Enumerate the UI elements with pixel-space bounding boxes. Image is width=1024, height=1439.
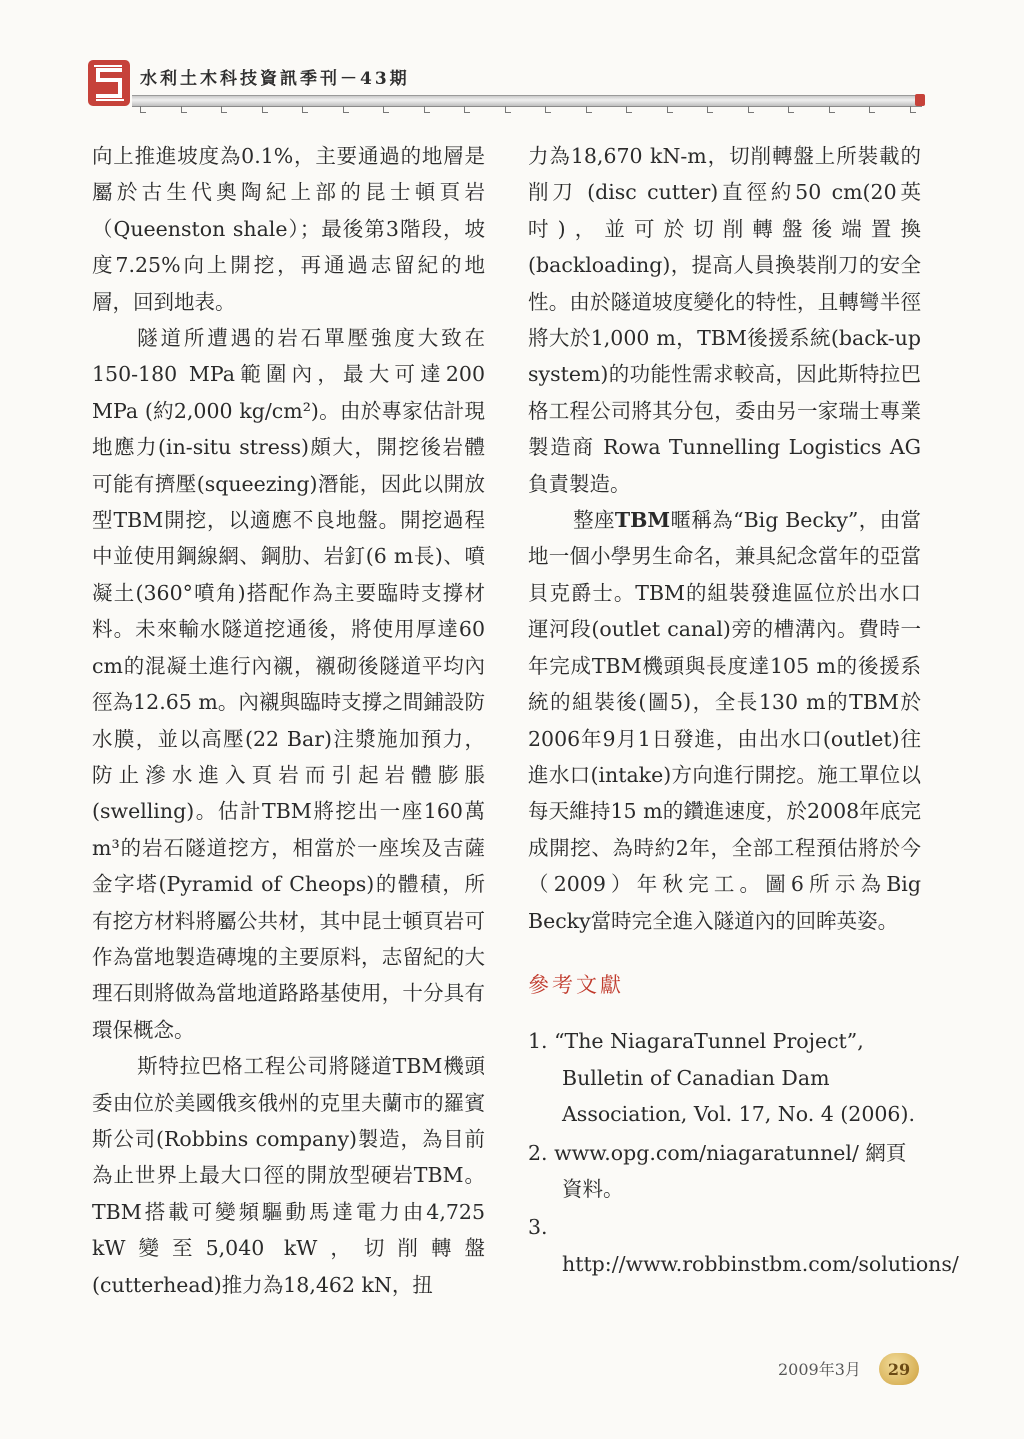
ruler-tick [221,106,227,113]
reference-item: 3. http://www.robbinstbm.com/solutions/ [528,1215,959,1276]
ruler-tick [829,106,835,113]
ruler-tick [626,106,632,113]
ruler-tick [262,106,268,113]
ruler-tick [343,106,349,113]
page-header [0,0,1024,125]
references-list [528,1023,959,1282]
journal-title: 水利土木科技資訊季刊－43期 [140,69,410,89]
ruler-tick [181,106,187,113]
left-paragraph-2: 隧道所遭遇的岩石單壓強度大致在150-180 MPa範圍內，最大可達200 MPa (約2,000 kg/cm²)。由於專家估計現地應力(in-situ stress)頗大，開挖後岩體可能有擠壓(squeezing)潛能，因此以開放型TBM開挖，以適應不良地盤。開挖過程中並使用鋼線網、鋼肋、岩釘(6 m長)、噴凝土(360°噴角)搭配作為主要臨時支撐材料。未來輸水隧道挖通後，將使用厚達60 cm的混凝土進行內襯，襯砌後隧道平均內徑為12.65 m。內襯與臨時支撐之間鋪設防水膜，並以高壓(22 Bar)注漿施加預力，防止滲水進入頁岩而引起岩體膨脹(swelling)。估計TBM將挖出一座160萬m³的岩石隧道挖方，相當於一座埃及吉薩金字塔(Pyramid of Cheops)的體積，所有挖方材料將屬公共材，其中昆士頓頁岩可作為當地製造磚塊的主要原料，志留紀的大理石則將做為當地道路路基使用，十分具有環保概念。 [92,326,485,1042]
journal-logo-icon [88,60,130,106]
right-paragraph-2-body: 暱稱為“Big Becky”，由當地一個小學男生命名，兼具紀念當年的亞當貝克爵士。TBM的組裝發進區位於出水口運河段(outlet canal)旁的槽溝內。費時一年完成TBM機頭與長度達105 m的後援系統的組裝後(圖5)，全長130 m的TBM於2006年9月1日發進，由出水口(outlet)往進水口(intake)方向進行開挖。施工單位以每天維持15 m的鑽進速度，於2008年底完成開挖、為時約2年，全部工程預估將於今（2009）年秋完工。圖6所示為Big Becky當時完全進入隧道內的回眸英姿。 [528,508,922,933]
ruler-tick [140,106,146,113]
ruler-tick [667,106,673,113]
ruler-tick [869,106,875,113]
left-column [92,138,485,1303]
reference-item: 1. “The NiagaraTunnel Project”, Bulletin of Canadian Dam Association, Vol. 17, No. 4 (2006). [528,1029,915,1127]
references-heading: 參考文獻 [528,972,624,997]
ruler-tick [586,106,592,113]
ruler-tick [748,106,754,113]
ruler-tick [464,106,470,113]
ruler-tick [545,106,551,113]
reference-item: 2. www.opg.com/niagaratunnel/ 網頁資料。 [528,1140,907,1201]
header-rule-tip [915,94,925,106]
ruler-tick [910,106,916,113]
right-paragraph-2 [528,502,921,939]
right-paragraph-1: 力為18,670 kN-m，切削轉盤上所裝載的削刀 (disc cutter)直徑約50 cm(20英吋)，並可於切削轉盤後端置換(backloading)，提高人員換裝削刀的安全性。由於隧道坡度變化的特性，且轉彎半徑將大於1,000 m，TBM後援系統(back-up system)的功能性需求較高，因此斯特拉巴格工程公司將其分包，委由另一家瑞士專業製造商 Rowa Tunnelling Logistics AG負責製造。 [528,144,921,496]
ruler-tick [424,106,430,113]
right-column [528,138,959,1284]
left-paragraph-3: 斯特拉巴格工程公司將隧道TBM機頭委由位於美國俄亥俄州的克里夫蘭市的羅賓斯公司(Robbins company)製造，為目前為止世界上最大口徑的開放型硬岩TBM。TBM搭載可變頻驅動馬達電力由4,725 kW變至5,040 kW，切削轉盤(cutterhead)推力為18,462 kN，扭 [92,1054,485,1297]
ruler-tick [302,106,308,113]
tbm-bold-term: TBM [614,508,671,533]
ruler-tick [707,106,713,113]
ruler-tick [383,106,389,113]
right-paragraph-2-lead: 整座 [573,508,615,533]
ruler-tick [788,106,794,113]
header-ruler-ticks [132,106,922,120]
footer-date: 2009年3月 [778,1360,861,1379]
page-number-badge: 29 [879,1353,919,1385]
left-paragraph-1: 向上推進坡度為0.1%，主要通過的地層是屬於古生代奧陶紀上部的昆士頓頁岩（Queenston shale）；最後第3階段，坡度7.25%向上開挖，再通過志留紀的地層，回到地表。 [92,144,485,314]
ruler-tick [505,106,511,113]
